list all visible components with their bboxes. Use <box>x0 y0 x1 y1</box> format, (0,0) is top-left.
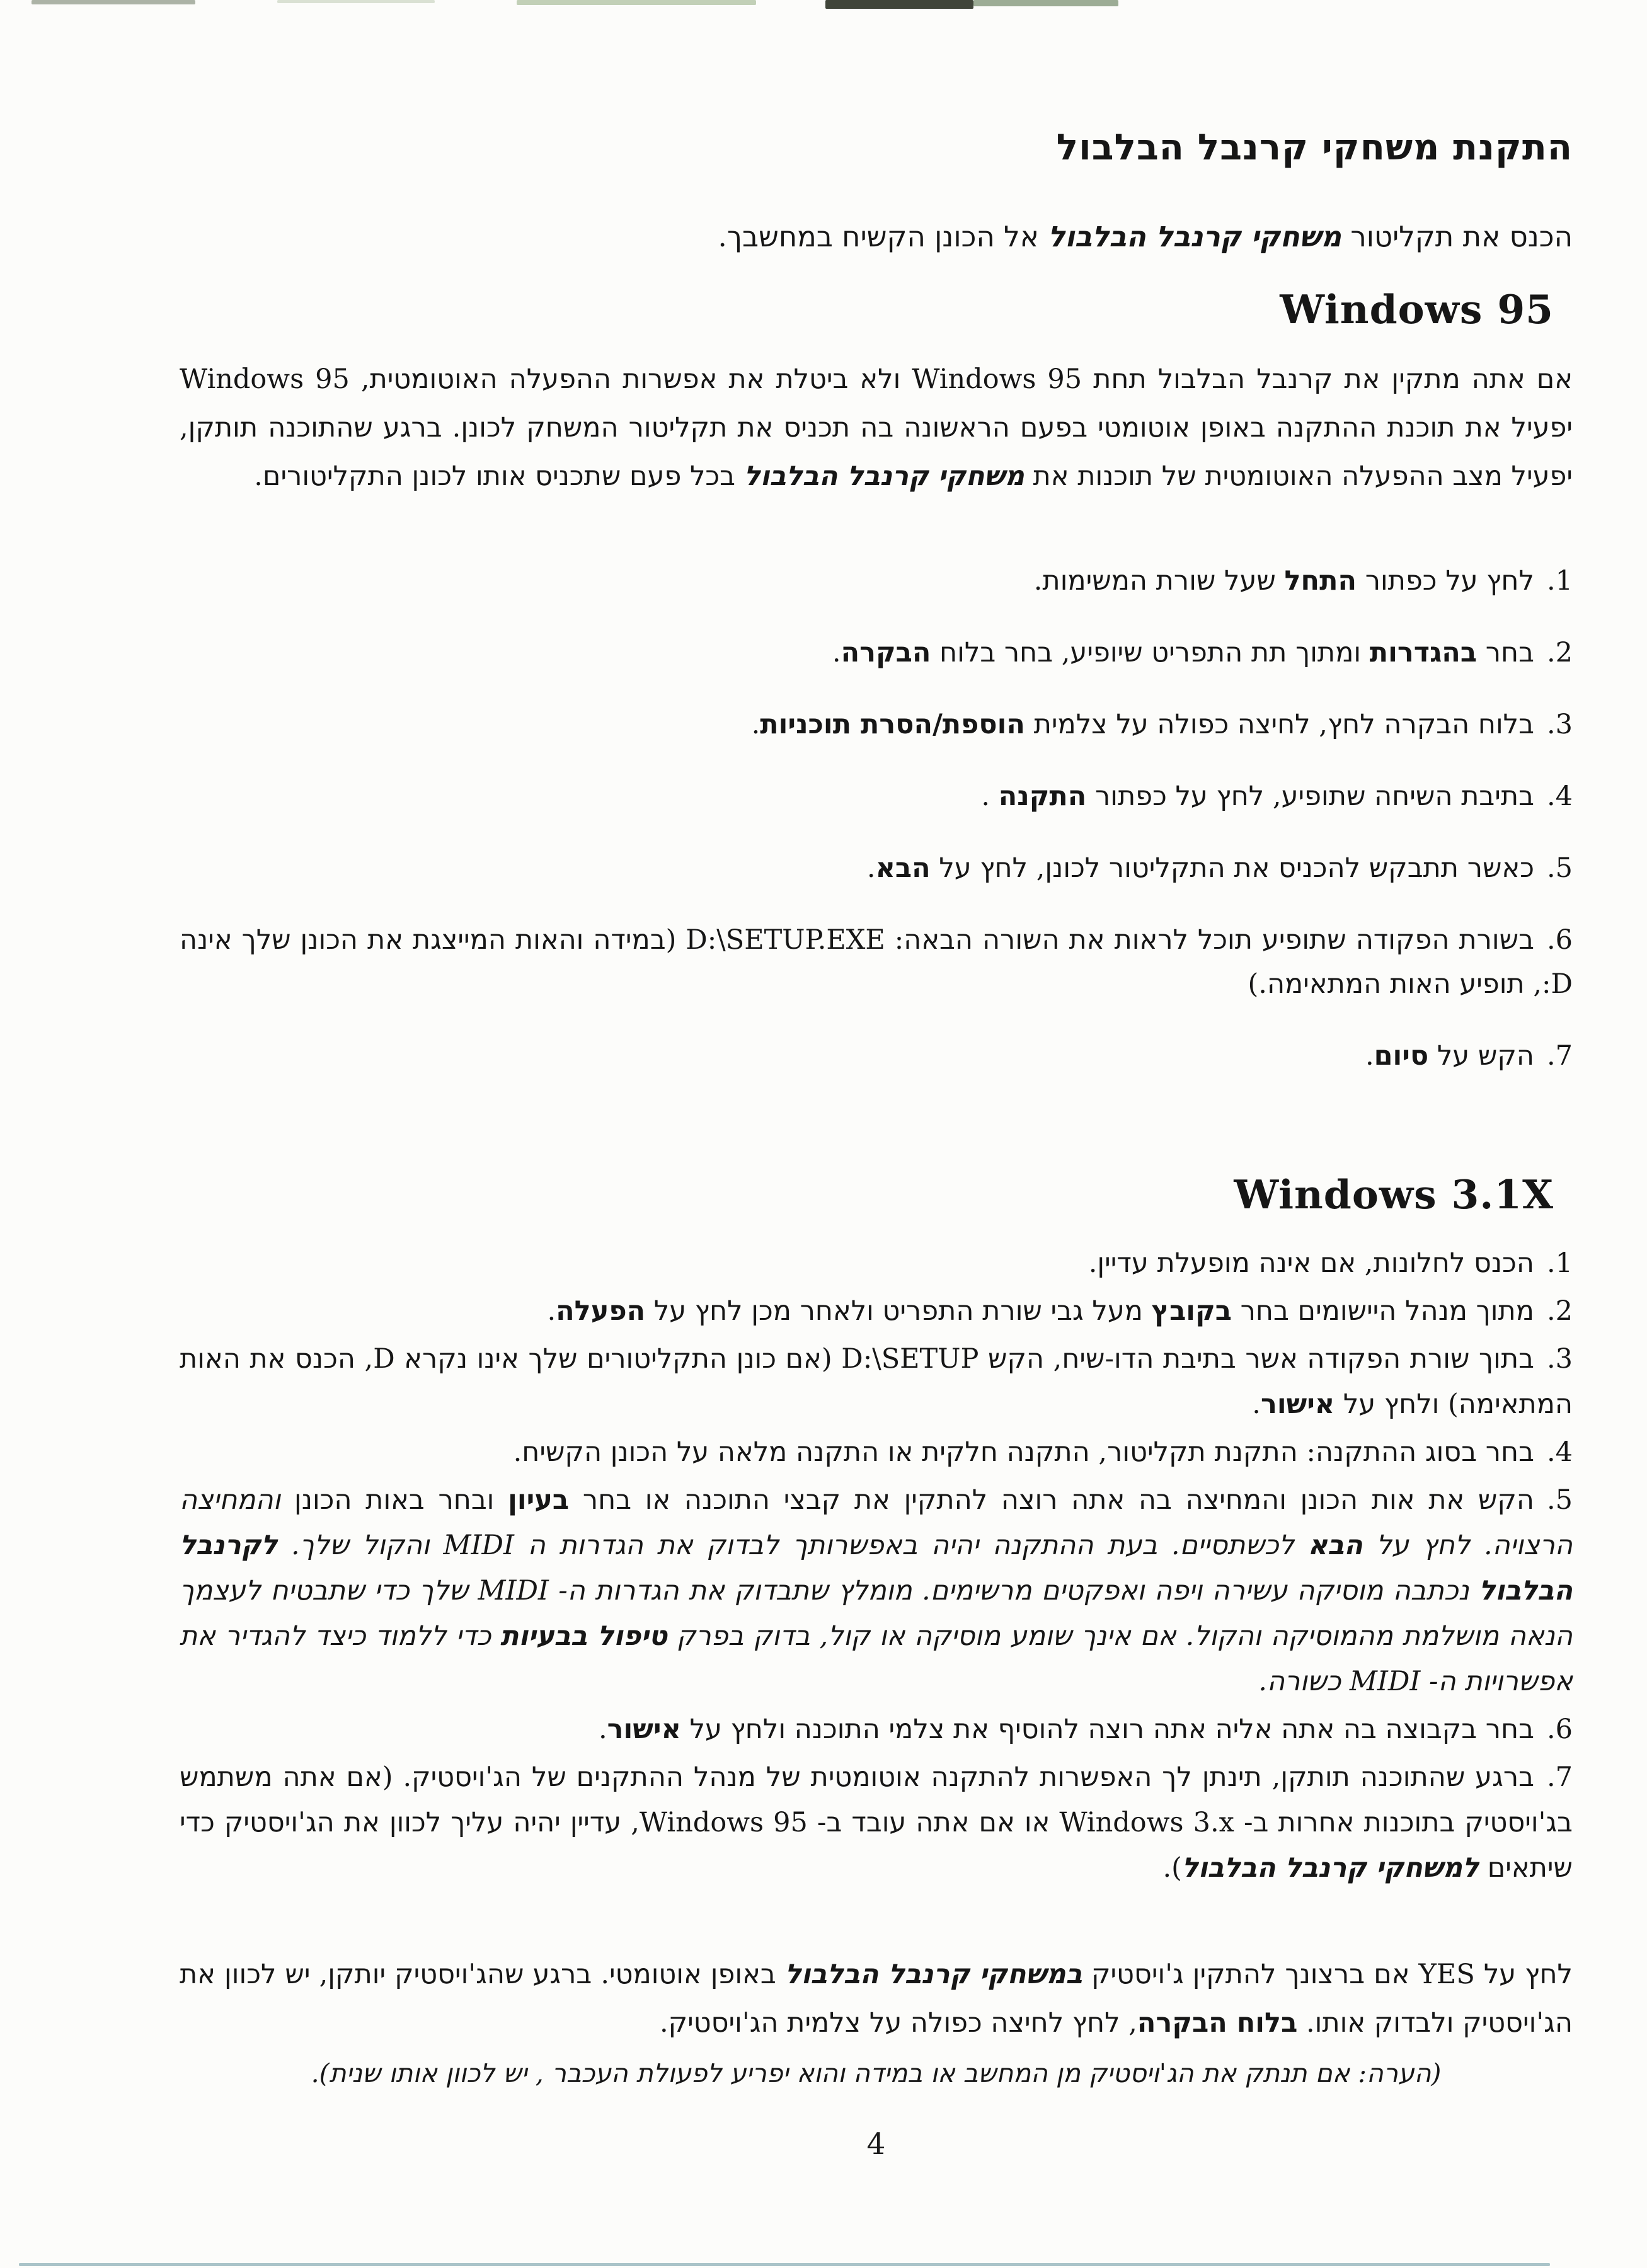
heading-windows95: Windows 95 <box>1280 286 1554 333</box>
scan-artifact-top <box>277 0 435 3</box>
win95-paragraph: אם אתה מתקין את קרנבל הבלבול תחת Windows 95 ולא ביטלת את אפשרות ההפעלה האוטומטית, Windows 95 יפעיל את תוכנת ההתקנה באופן אוטומטי בפעם הראשונה בה תכניס את תקליטור המשחק לכונן. ברגע שהתוכנה תותקן, יפעיל מצב ההפעלה האוטומטית של תוכנות את משחקי קרנבל הבלבול בכל פעם שתכניס אותו לכונן התקליטורים. <box>180 364 1573 492</box>
scan-artifact-bottom <box>19 2263 1550 2266</box>
step-number: 3. <box>1546 709 1573 740</box>
windows31x-section <box>180 1171 1573 1891</box>
step-text: כאשר תתבקש להכניס את התקליטור לכונן, לחץ על הבא. <box>866 852 1534 884</box>
heading-windows31x: Windows 3.1X <box>1234 1171 1554 1218</box>
list-item <box>180 631 1573 675</box>
scan-artifact-top <box>825 0 973 9</box>
list-item <box>180 1288 1573 1334</box>
scan-artifact-top <box>973 0 1118 6</box>
list-item <box>180 1429 1573 1475</box>
step-text: בתיבת השיחה שתופיע, לחץ על כפתור התקנה . <box>981 781 1534 812</box>
step-text: בתוך שורת הפקודה אשר בתיבת הדו-שיח, הקש D:\SETUP (אם כונן התקליטורים שלך אינו נקרא D, הכנס את האות המתאימה) ולחץ על אישור. <box>180 1343 1573 1420</box>
step-number: 1. <box>1546 565 1573 597</box>
step-text: הכנס לחלונות, אם אינה מופעלת עדיין. <box>1088 1247 1534 1279</box>
joystick-note: (הערה: אם תנתק את הג'ויסטיק מן המחשב או במידה והוא יפריע לפעולת העכבר , יש לכוון אותו שנית). <box>311 2058 1442 2088</box>
list-item <box>180 1707 1573 1752</box>
step-text: מתוך מנהל היישומים בחר בקובץ מעל גבי שורת התפריט ולאחר מכן לחץ על הפעלה. <box>547 1295 1534 1327</box>
step-number: 7. <box>1546 1761 1573 1793</box>
list-item <box>180 559 1573 603</box>
step-number: 1. <box>1546 1247 1573 1279</box>
step-number: 5. <box>1546 1484 1573 1516</box>
win95-steps-list <box>180 559 1573 1078</box>
step-text: בחר בסוג ההתקנה: התקנת תקליטור, התקנה חלקית או התקנה מלאה על הכונן הקשיח. <box>513 1436 1534 1468</box>
scan-artifact-top <box>32 0 195 4</box>
step-text: לחץ על כפתור התחל שעל שורת המשימות. <box>1033 565 1534 597</box>
list-item <box>180 774 1573 818</box>
step-text: הקש על סיום. <box>1365 1040 1534 1072</box>
step-text: הקש את אות הכונן והמחיצה בה אתה רוצה להתקין את קבצי התוכנה או בחר בעיון ובחר באות הכונן והמחיצה הרצויה. לחץ על הבא לכשתסיים. בעת ההתקנה יהיה באפשרותך לבדוק את הגדרות ה MIDI והקול שלך. לקרנבל הבלבול נכתבה מוסיקה עשירה ויפה ואפקטים מרשימים. מומלץ שתבדוק את הגדרות ה- MIDI שלך כדי שתבטיח לעצמך הנאה מושלמת מהמוסיקה והקול. אם אינך שומע מוסיקה או קול, בדוק בפרק טיפול בבעיות כדי ללמוד כיצד להגדיר את אפשרויות ה- MIDI כשורה. <box>180 1484 1573 1697</box>
page-number: 4 <box>866 2127 886 2162</box>
page-title: התקנת משחקי קרנבל הבלבול <box>1056 126 1573 168</box>
list-item <box>180 702 1573 747</box>
list-item <box>180 1336 1573 1427</box>
step-number: 4. <box>1546 781 1573 812</box>
step-text: בשורת הפקודה שתופיע תוכל לראות את השורה הבאה: D:\SETUP.EXE (במידה והאות המייצגת את הכונן שלך אינה D:, תופיע האות המתאימה.) <box>180 924 1573 1000</box>
step-number: 4. <box>1546 1436 1573 1468</box>
step-text: בלוח הבקרה לחץ, לחיצה כפולה על צלמית הוספת/הסרת תוכניות. <box>751 709 1534 740</box>
intro-line: הכנס את תקליטור משחקי קרנבל הבלבול אל הכונן הקשיח במחשבך. <box>718 220 1573 253</box>
step-text: בחר בקבוצה בה אתה אליה אתה רוצה להוסיף את צלמי התוכנה ולחץ על אישור. <box>599 1714 1534 1745</box>
list-item <box>180 918 1573 1006</box>
step-text: בחר בהגדרות ומתוך תת התפריט שיופיע, בחר בלוח הבקרה. <box>832 637 1534 668</box>
step-number: 6. <box>1546 924 1573 956</box>
step-number: 7. <box>1546 1040 1573 1072</box>
win31x-steps-list <box>180 1240 1573 1891</box>
list-item <box>180 846 1573 890</box>
step-number: 2. <box>1546 1295 1573 1327</box>
joystick-closing-paragraph: לחץ על YES אם ברצונך להתקין ג'ויסטיק במשחקי קרנבל הבלבול באופן אוטומטי. ברגע שהג'ויסטיק יותקן, יש לכוון את הג'ויסטיק ולבדוק אותו. בלוח הבקרה, לחץ לחיצה כפולה על צלמית הג'ויסטיק. <box>180 1959 1573 2039</box>
list-item <box>180 1755 1573 1891</box>
step-number: 3. <box>1546 1343 1573 1375</box>
scan-artifact-top <box>517 0 756 5</box>
list-item <box>180 1240 1573 1286</box>
step-text: ברגע שהתוכנה תותקן, תינתן לך האפשרות להתקנה אוטומטית של מנהל ההתקנים של הג'ויסטיק. (אם אתה משתמש בג'ויסטיק בתוכנות אחרות ב- Windows 3.x או אם אתה עובד ב- Windows 95, עדיין יהיה עליך לכוון את הג'ויסטיק כדי שיתאים למשחקי קרנבל הבלבול). <box>180 1761 1573 1884</box>
list-item <box>180 1477 1573 1704</box>
list-item <box>180 1034 1573 1078</box>
step-number: 5. <box>1546 852 1573 884</box>
step-number: 2. <box>1546 637 1573 668</box>
step-number: 6. <box>1546 1714 1573 1745</box>
